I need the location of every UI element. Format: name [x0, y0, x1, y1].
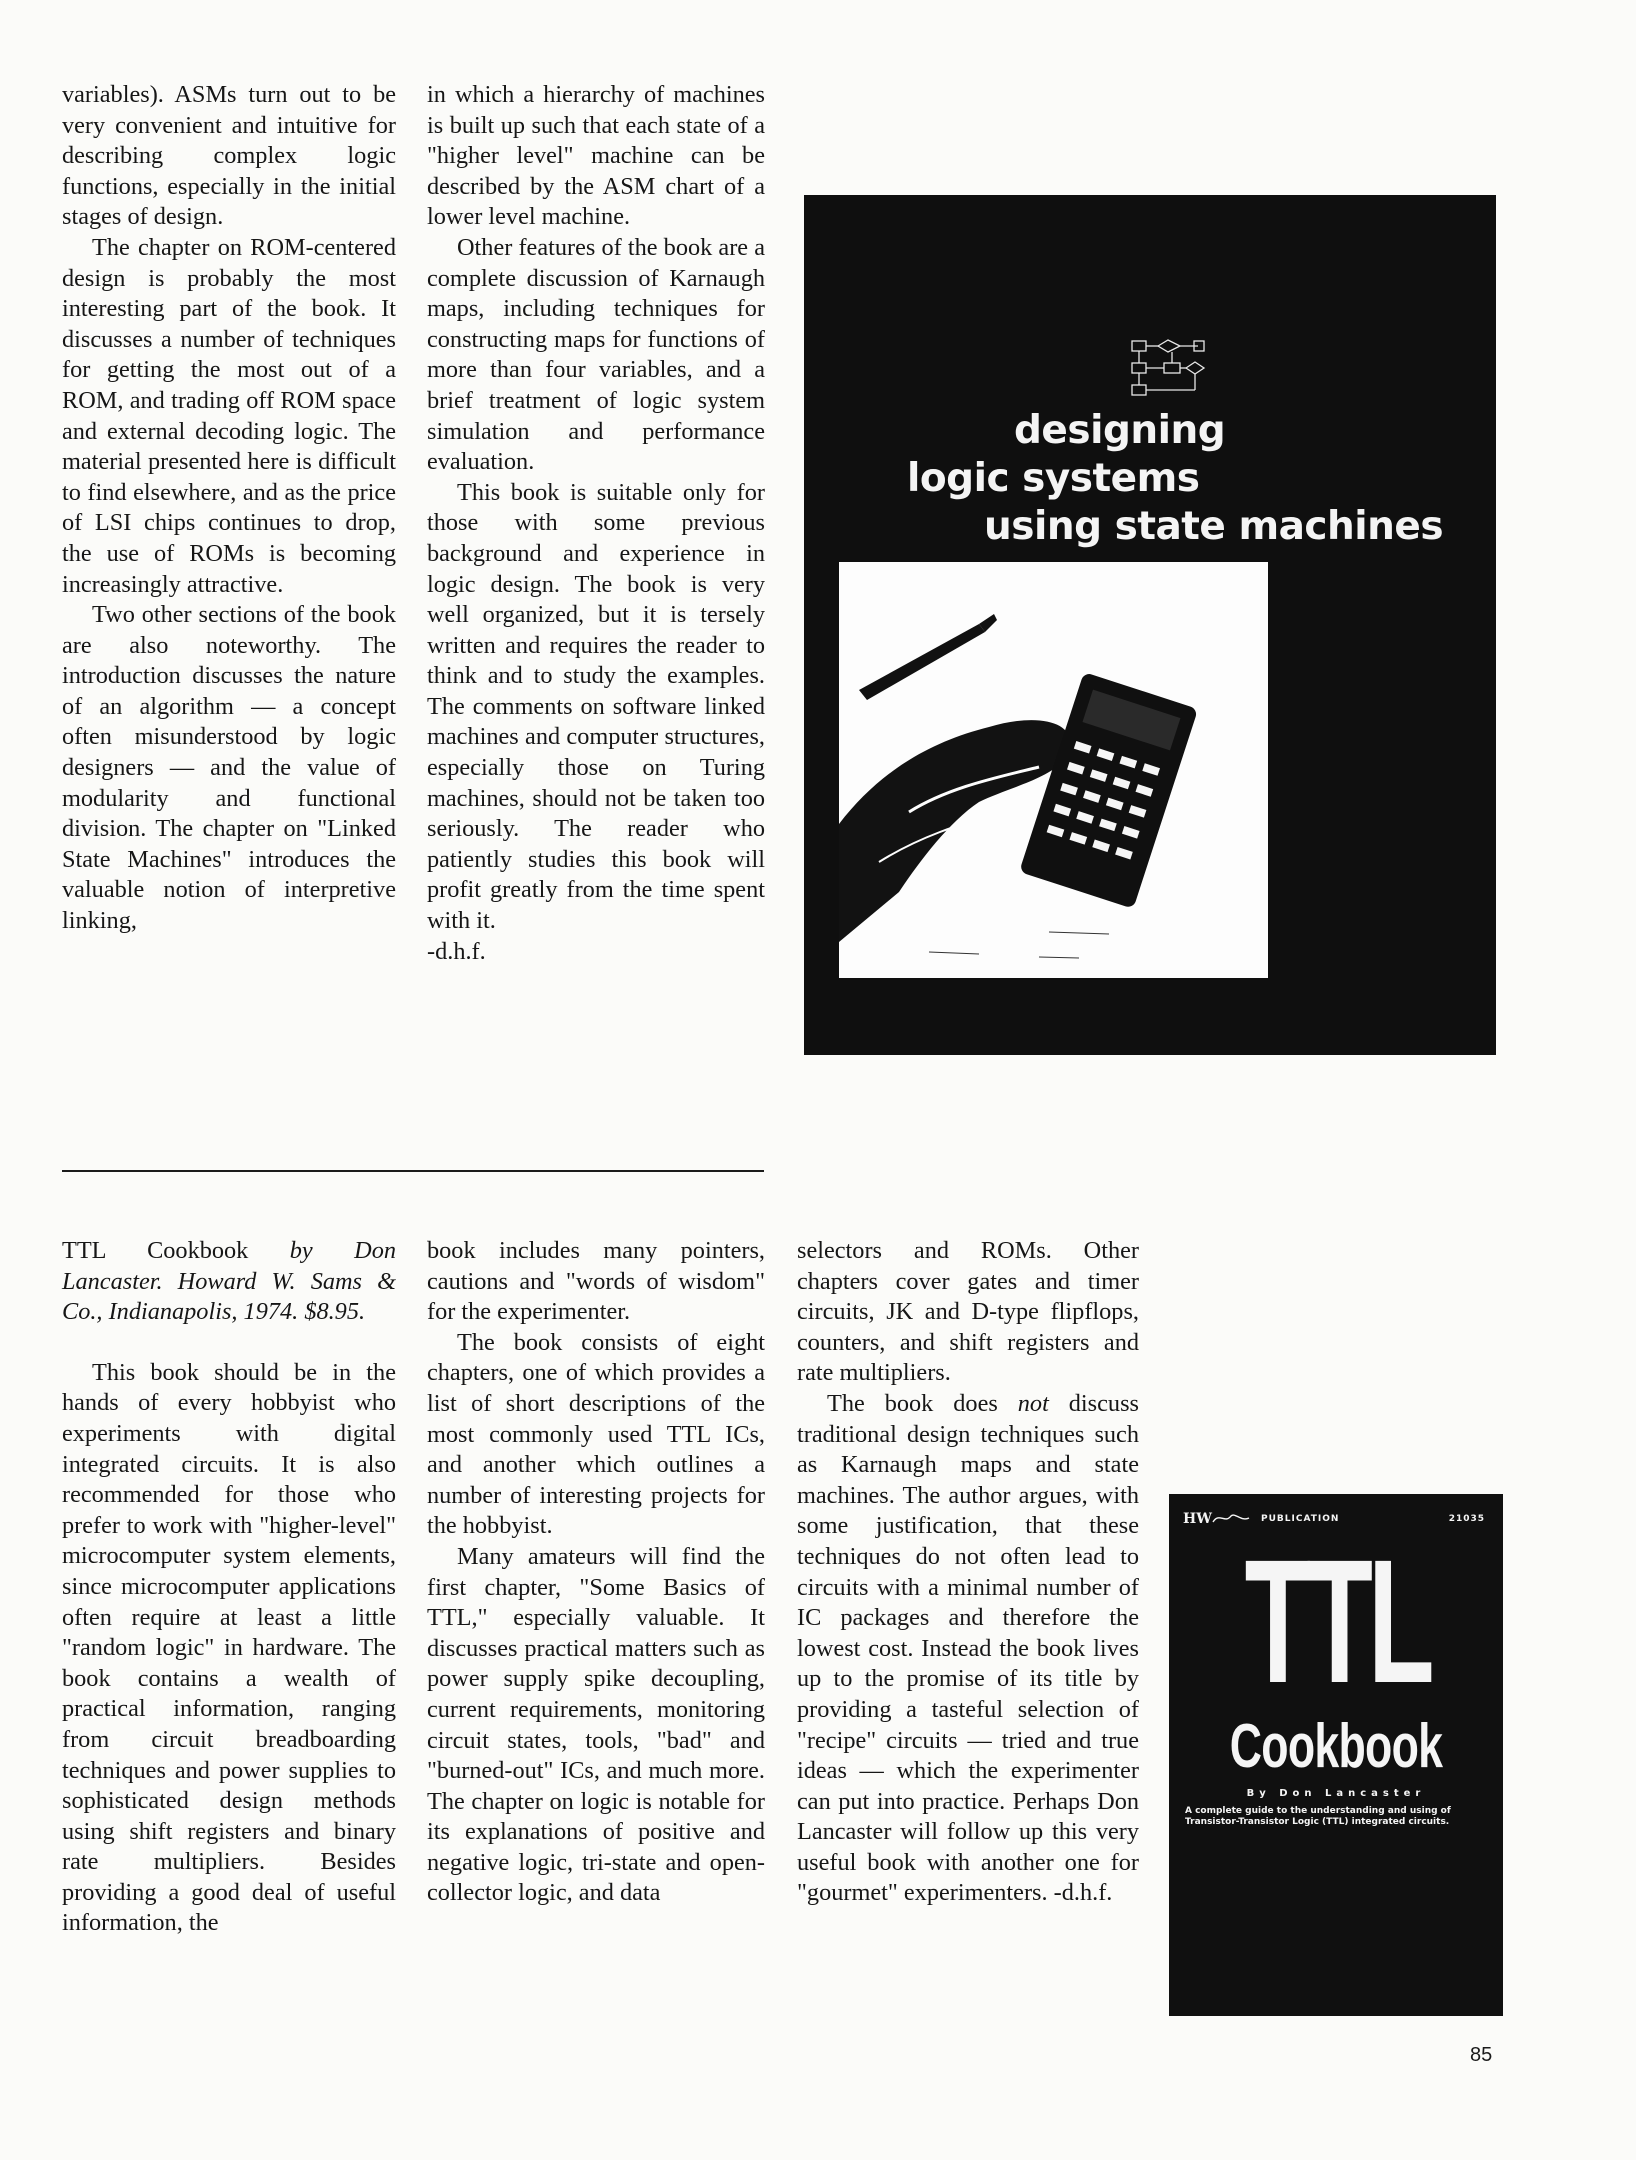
paragraph: The book does not discuss traditional design techniques such as Karnaugh maps and state machines. The author argues, with some justification, that these techniques do not often lead to circuits with a minimal number of IC packages and therefore the lowest cost. Instead the book lives up to the promise of its title by providing a tasteful selection of "recipe" circuits — tried and true ideas — which the experimenter can put into practice. Perhaps Don Lancaster will follow up this very useful book with another one for "gourmet" experimenters. -d.h.f. — [797, 1389, 1139, 1907]
cover-description: A complete guide to the understanding and using of Transistor-Transistor Logic (TTL) integrated circuits. — [1185, 1806, 1451, 1827]
citation-publisher: by Don Lancaster. Howard W. Sams & Co., Indianapolis, 1974. — [62, 1237, 396, 1326]
paragraph: The book consists of eight chapters, one of which provides a list of short descriptions of the most commonly used TTL ICs, and another which outlines a number of interesting projects for the hobbyist. — [427, 1328, 765, 1540]
paragraph: This book is suitable only for those with some previous background and experience in logic design. The book is very well organized, but it is tersely written and requires the reader to think and to study the examples. The comments on software linked machines and computer structures, especially those on Turing machines, should not be taken too seriously. The reader who patiently studies this book will profit greatly from the time spent with it. — [427, 478, 765, 935]
review2-column-3 — [797, 1236, 1139, 1909]
section-divider — [62, 1170, 764, 1172]
calculator-shape — [1019, 672, 1198, 909]
review2-column-2 — [427, 1236, 765, 1909]
paragraph: in which a hierarchy of machines is built up such that each state of a "higher level" machine can be described by the ASM chart of a lower level machine. — [427, 81, 765, 231]
cover-author: By Don Lancaster — [1246, 1788, 1426, 1799]
emphasis: not — [1017, 1389, 1049, 1417]
paragraph: selectors and ROMs. Other chapters cover gates and timer circuits, JK and D-type flipflops, counters, and shift registers and rate multipliers. — [797, 1237, 1139, 1387]
book-cover-ttl-cookbook — [1169, 1494, 1503, 2016]
catalog-number: 21035 — [1448, 1514, 1485, 1524]
cover-title-line: designing — [1014, 408, 1226, 453]
citation-title: TTL Cookbook — [62, 1237, 249, 1264]
cover-photo-calculator — [839, 562, 1268, 978]
publisher-label: PUBLICATION — [1261, 1514, 1340, 1524]
cover-title-line: logic systems — [907, 456, 1200, 501]
review1-column-1 — [62, 80, 396, 937]
signature: -d.h.f. — [1053, 1879, 1113, 1907]
citation-price: $8.95. — [304, 1298, 366, 1326]
svg-text:HW: HW — [1183, 1511, 1212, 1526]
page-number: 85 — [1470, 2044, 1493, 2066]
paragraph: Many amateurs will find the first chapter, "Some Basics of TTL," especially valuable. It discusses practical matters such as power supply spike decoupling, current requirements, monitoring circuit states, tools, "bad" and "burned-out" ICs, and much more. The chapter on logic is notable for its explanations of positive and negative logic, tri-state and open-collector logic, and data — [427, 1542, 765, 1907]
cover-subtitle: Cookbook — [1229, 1712, 1443, 1781]
cover-title-line: using state machines — [984, 504, 1444, 549]
paragraph: book includes many pointers, cautions and "words of wisdom" for the experimenter. — [427, 1237, 765, 1326]
paragraph: Other features of the book are a complete discussion of Karnaugh maps, including techniques for constructing maps for functions of more than four variables, and a brief treatment of logic system simulation and performance evaluation. — [427, 233, 765, 476]
review1-column-2 — [427, 80, 765, 967]
paragraph: This book should be in the hands of every hobbyist who experiments with digital integrated circuits. It is also recommended for those who prefer to work with "higher-level" microcomputer system elements, since microcomputer applications often require at least a little "random logic" in hardware. The book contains a wealth of practical information, ranging from circuit breadboarding techniques and power supplies to sophisticated design methods using shift registers and binary rate multipliers. Besides providing a good deal of useful information, the — [62, 1358, 396, 1937]
book-citation — [62, 1236, 396, 1328]
review2-column-1 — [62, 1236, 396, 1939]
paragraph: Two other sections of the book are also noteworthy. The introduction discusses the nature of an algorithm — a concept often misunderstood by logic designers — and the value of modularity and functional division. The chapter on "Linked State Machines" introduces the valuable notion of interpretive linking, — [62, 601, 396, 935]
cover-title: TTL — [1244, 1524, 1430, 1720]
book-cover-designing-logic-systems — [804, 195, 1496, 1055]
cover-title — [804, 407, 1496, 551]
state-machine-diagram-icon — [1128, 337, 1208, 407]
pen-shape — [859, 614, 997, 700]
paragraph: variables). ASMs turn out to be very convenient and intuitive for describing complex logic functions, especially in the initial stages of design. — [62, 81, 396, 231]
signature: -d.h.f. — [427, 937, 486, 965]
paragraph: The chapter on ROM-centered design is probably the most interesting part of the book. It discusses a number of techniques for getting the most out of a ROM, and trading off ROM space and external decoding logic. The material presented here is difficult to find elsewhere, and as the price of LSI chips continues to drop, the use of ROMs is becoming increasingly attractive. — [62, 233, 396, 598]
